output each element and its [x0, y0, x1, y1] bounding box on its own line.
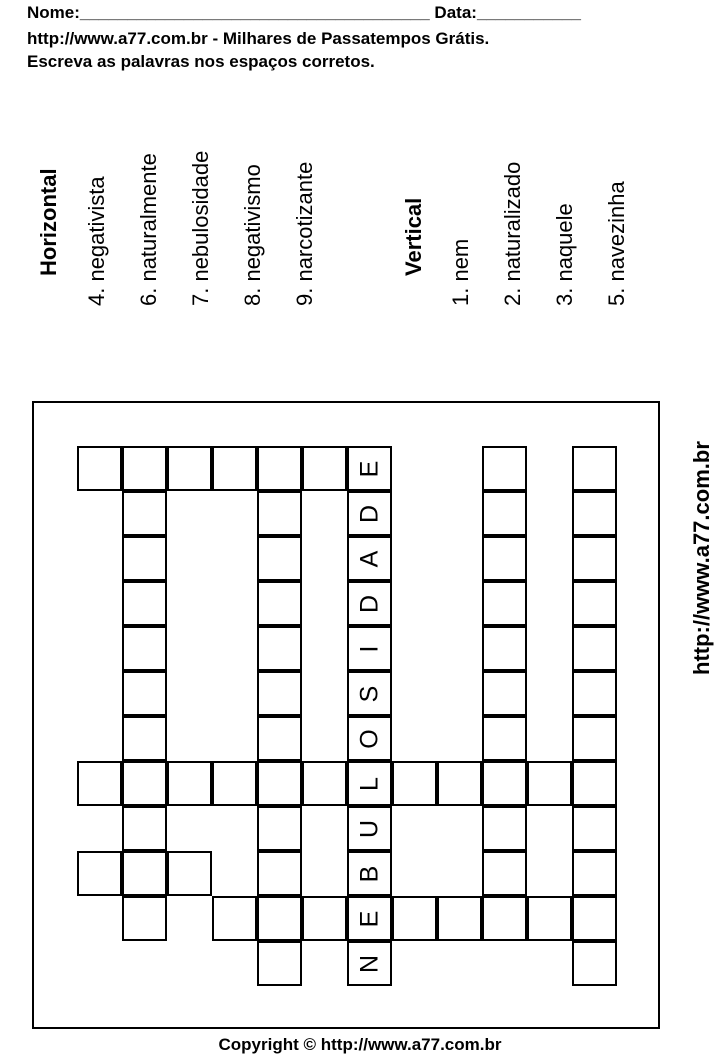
crossword-cell[interactable]: [347, 761, 392, 806]
crossword-cell[interactable]: [572, 761, 617, 806]
crossword-cell[interactable]: [77, 851, 122, 896]
crossword-cell[interactable]: [572, 626, 617, 671]
crossword-cell[interactable]: [392, 761, 437, 806]
crossword-cell[interactable]: [347, 491, 392, 536]
crossword-cell[interactable]: [572, 581, 617, 626]
crossword-cell[interactable]: [167, 761, 212, 806]
crossword-cell[interactable]: [257, 941, 302, 986]
cell-letter: L: [355, 776, 383, 791]
crossword-cell[interactable]: [257, 491, 302, 536]
crossword-cell[interactable]: [347, 626, 392, 671]
horizontal-clue: 4. negativista: [84, 176, 109, 306]
crossword-cell[interactable]: [347, 446, 392, 491]
crossword-cell[interactable]: [302, 896, 347, 941]
crossword-cell[interactable]: [572, 896, 617, 941]
vertical-clue: 3. naquele: [552, 203, 577, 306]
crossword-cell[interactable]: [122, 536, 167, 581]
crossword-cell[interactable]: [527, 761, 572, 806]
crossword-cell[interactable]: [167, 851, 212, 896]
crossword-cell[interactable]: [572, 671, 617, 716]
crossword-cell[interactable]: [257, 806, 302, 851]
crossword-cell[interactable]: [572, 851, 617, 896]
crossword-cell[interactable]: [482, 761, 527, 806]
crossword-cell[interactable]: [122, 806, 167, 851]
crossword-cell[interactable]: [392, 896, 437, 941]
crossword-cell[interactable]: [77, 761, 122, 806]
cell-letter: O: [355, 728, 383, 749]
horizontal-clue: 8. negativismo: [240, 164, 265, 306]
crossword-cell[interactable]: [212, 896, 257, 941]
crossword-cell[interactable]: [122, 626, 167, 671]
crossword-cell[interactable]: [437, 896, 482, 941]
crossword-cell[interactable]: [257, 671, 302, 716]
crossword-cell[interactable]: [122, 761, 167, 806]
cell-letter: U: [355, 819, 383, 838]
vertical-clue: 5. navezinha: [604, 181, 629, 306]
vertical-clue: 2. naturalizado: [500, 161, 525, 306]
side-url: http://www.a77.com.br: [689, 441, 714, 675]
crossword-cell[interactable]: [482, 536, 527, 581]
crossword-cell[interactable]: [482, 626, 527, 671]
crossword-cell[interactable]: [347, 671, 392, 716]
crossword-cell[interactable]: [77, 446, 122, 491]
crossword-cell[interactable]: [212, 446, 257, 491]
crossword-cell[interactable]: [482, 581, 527, 626]
crossword-cell[interactable]: [122, 491, 167, 536]
crossword-cell[interactable]: [572, 941, 617, 986]
name-date-line: Nome:_____________________________________ Data:___________: [27, 3, 581, 22]
crossword-cell[interactable]: [257, 716, 302, 761]
horizontal-clue: 9. narcotizante: [292, 161, 317, 306]
crossword-cell[interactable]: [122, 581, 167, 626]
horizontal-clue: 7. nebulosidade: [188, 150, 213, 306]
vertical-heading: Vertical: [401, 197, 426, 276]
crossword-cell[interactable]: [572, 446, 617, 491]
crossword-cell[interactable]: [482, 491, 527, 536]
crossword-cell[interactable]: [302, 446, 347, 491]
crossword-cell[interactable]: [122, 896, 167, 941]
crossword-cell[interactable]: [347, 716, 392, 761]
crossword-cell[interactable]: [167, 446, 212, 491]
crossword-cell[interactable]: [572, 536, 617, 581]
crossword-cell[interactable]: [572, 806, 617, 851]
crossword-cell[interactable]: [122, 671, 167, 716]
cell-letter: E: [355, 910, 383, 927]
crossword-cell[interactable]: [122, 851, 167, 896]
crossword-cell[interactable]: [302, 761, 347, 806]
site-line: http://www.a77.com.br - Milhares de Passatempos Grátis.: [27, 29, 490, 48]
cell-letter: E: [355, 460, 383, 477]
crossword-cell[interactable]: [482, 716, 527, 761]
crossword-cell[interactable]: [257, 446, 302, 491]
crossword-cell[interactable]: [212, 761, 257, 806]
crossword-cell[interactable]: [122, 446, 167, 491]
crossword-cell[interactable]: [347, 536, 392, 581]
crossword-cell[interactable]: [437, 761, 482, 806]
instruction-line: Escreva as palavras nos espaços corretos.: [27, 52, 375, 71]
crossword-cell[interactable]: [482, 896, 527, 941]
crossword-cell[interactable]: [257, 581, 302, 626]
vertical-clue: 1. nem: [448, 238, 473, 306]
cell-letter: I: [355, 645, 383, 652]
crossword-cell[interactable]: [482, 806, 527, 851]
cell-letter: D: [355, 594, 383, 613]
crossword-cell[interactable]: [347, 581, 392, 626]
crossword-cell[interactable]: [347, 806, 392, 851]
crossword-cell[interactable]: [482, 851, 527, 896]
crossword-cell[interactable]: [347, 941, 392, 986]
crossword-cell[interactable]: [257, 896, 302, 941]
crossword-cell[interactable]: [257, 761, 302, 806]
crossword-cell[interactable]: [122, 716, 167, 761]
crossword-cell[interactable]: [482, 671, 527, 716]
copyright: Copyright © http://www.a77.com.br: [218, 1035, 502, 1054]
crossword-cell[interactable]: [257, 626, 302, 671]
cell-letter: A: [355, 550, 383, 567]
horizontal-clue: 6. naturalmente: [136, 153, 161, 306]
cell-letter: N: [355, 954, 383, 973]
cell-letter: S: [355, 685, 383, 702]
crossword-cell[interactable]: [347, 896, 392, 941]
cell-letter: B: [355, 865, 383, 882]
crossword-cell[interactable]: [572, 716, 617, 761]
crossword-cell[interactable]: [257, 851, 302, 896]
horizontal-heading: Horizontal: [36, 168, 61, 276]
crossword-cell[interactable]: [482, 446, 527, 491]
crossword-cell[interactable]: [527, 896, 572, 941]
crossword-cell[interactable]: [257, 536, 302, 581]
crossword-cell[interactable]: [347, 851, 392, 896]
crossword-cell[interactable]: [572, 491, 617, 536]
cell-letter: D: [355, 504, 383, 523]
